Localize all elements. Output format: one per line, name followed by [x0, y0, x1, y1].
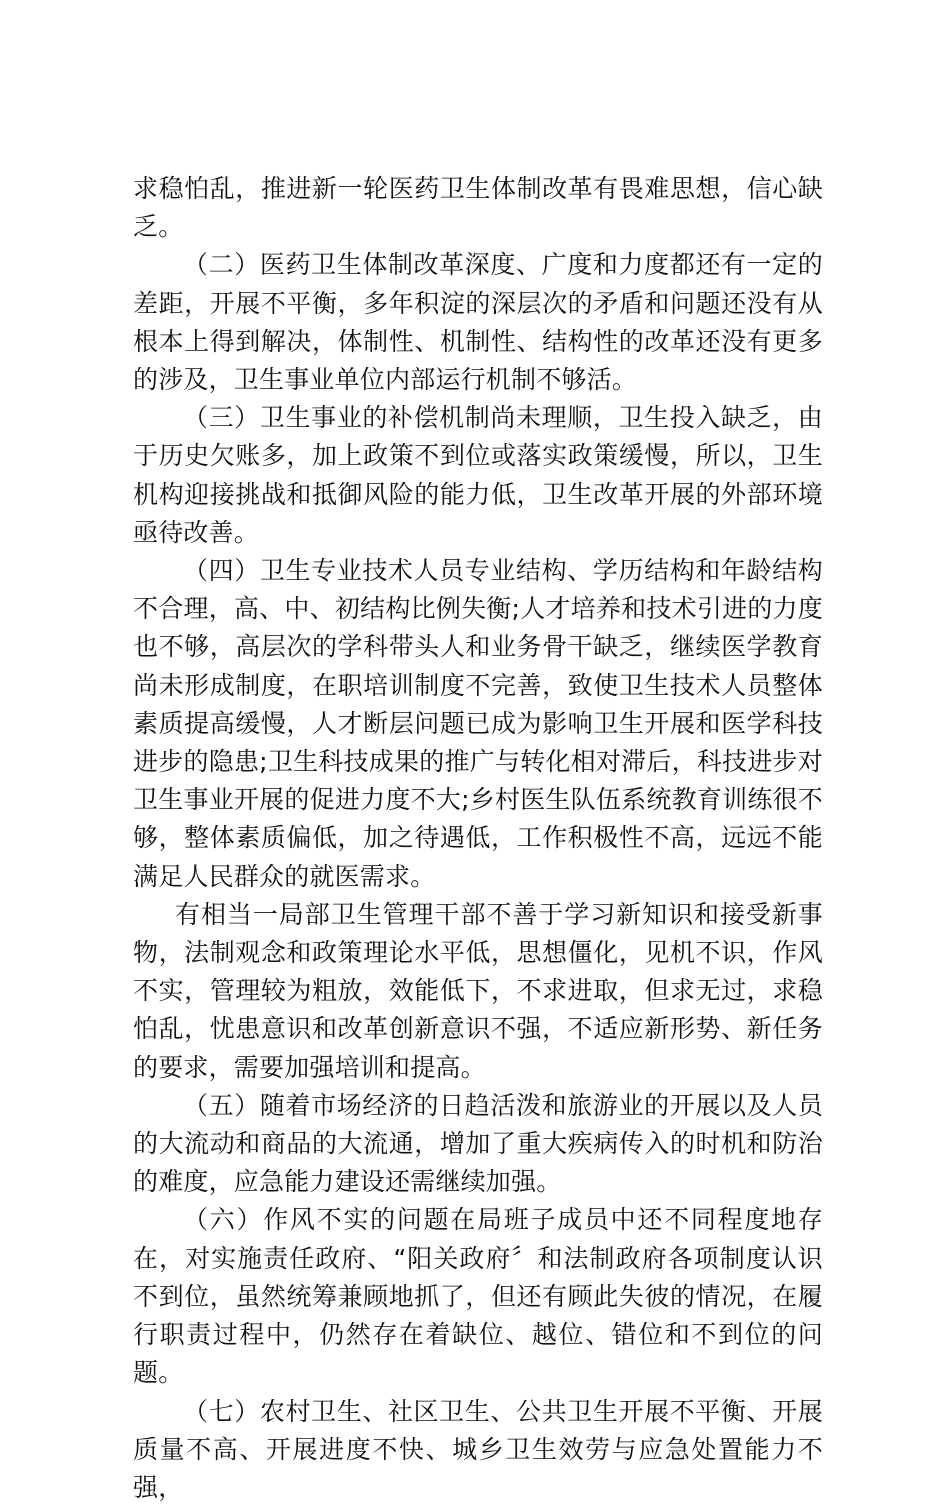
document-body — [133, 170, 823, 1507]
paragraph-section-3: （三）卫生事业的补偿机制尚未理顺，卫生投入缺乏，由于历史欠账多，加上政策不到位或落实政策缓慢，所以，卫生机构迎接挑战和抵御风险的能力低，卫生改革开展的外部环境亟待改善。 — [133, 399, 823, 552]
paragraph-management-cadres: 有相当一局部卫生管理干部不善于学习新知识和接受新事物，法制观念和政策理论水平低，思想僵化，见机不识，作风不实，管理较为粗放，效能低下，不求进取，但求无过，求稳怕乱，忧患意识和改革创新意识不强，不适应新形势、新任务的要求，需要加强培训和提高。 — [133, 896, 823, 1087]
paragraph-continuation: 求稳怕乱，推进新一轮医药卫生体制改革有畏难思想，信心缺乏。 — [133, 170, 823, 246]
paragraph-section-6: （六）作风不实的问题在局班子成员中还不同程度地存在，对实施责任政府、“阳关政府〞和法制政府各项制度认识不到位，虽然统筹兼顾地抓了，但还有顾此失彼的情况，在履行职责过程中，仍然存在着缺位、越位、错位和不到位的问题。 — [133, 1201, 823, 1392]
paragraph-section-7: （七）农村卫生、社区卫生、公共卫生开展不平衡、开展质量不高、开展进度不快、城乡卫生效劳与应急处置能力不强， — [133, 1393, 823, 1507]
paragraph-section-4: （四）卫生专业技术人员专业结构、学历结构和年龄结构不合理，高、中、初结构比例失衡;人才培养和技术引进的力度也不够，高层次的学科带头人和业务骨干缺乏，继续医学教育尚未形成制度，在职培训制度不完善，致使卫生技术人员整体素质提高缓慢，人才断层问题已成为影响卫生开展和医学科技进步的隐患;卫生科技成果的推广与转化相对滞后，科技进步对卫生事业开展的促进力度不大;乡村医生队伍系统教育训练很不够，整体素质偏低，加之待遇低，工作积极性不高，远远不能满足人民群众的就医需求。 — [133, 552, 823, 896]
paragraph-section-5: （五）随着市场经济的日趋活泼和旅游业的开展以及人员的大流动和商品的大流通，增加了重大疾病传入的时机和防治的难度，应急能力建设还需继续加强。 — [133, 1087, 823, 1202]
paragraph-section-2: （二）医药卫生体制改革深度、广度和力度都还有一定的差距，开展不平衡，多年积淀的深层次的矛盾和问题还没有从根本上得到解决，体制性、机制性、结构性的改革还没有更多的涉及，卫生事业单位内部运行机制不够活。 — [133, 246, 823, 399]
